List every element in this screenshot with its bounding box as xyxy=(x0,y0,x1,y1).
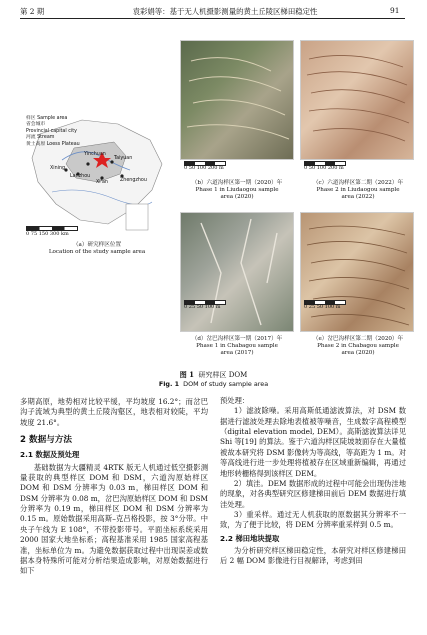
legend-loess-plateau: 黄土高原 Loess Plateau xyxy=(26,141,80,147)
scale-text-c: 0 50 100 200 m xyxy=(304,165,344,171)
subsection-heading-2-1: 2.1 数据及预处理 xyxy=(20,450,80,460)
left-column xyxy=(20,397,208,577)
legend-capital-city: 省会城市 xyxy=(26,122,46,128)
caption-c-en2: area (2022) xyxy=(341,194,375,201)
figure-title-en: DOM of study sample area xyxy=(183,380,269,389)
caption-e-en2: area (2020) xyxy=(341,350,375,357)
running-title: 袁彩娟等：基于无人机摄影测量的黄土丘陵区梯田稳定性 xyxy=(132,7,318,16)
location-map xyxy=(22,112,172,240)
caption-a-en: Location of the study sample area xyxy=(48,249,146,256)
legend-capital-city-en: Provincial capital city xyxy=(26,128,77,134)
legend-stream: 河流 Stream xyxy=(26,135,55,141)
map-scale-text: 0 75 150 300 km xyxy=(26,231,69,237)
terrace-texture-c xyxy=(301,41,413,159)
terrace-paragraph: 为分析研究样区梯田稳定性，本研究对样区修建梯田后 2 幅 DOM 影像进行目视解译，考虑到田 xyxy=(220,546,406,566)
caption-e-en1: Phase 2 in Chabagou sample xyxy=(317,343,399,350)
legend-sample-area: 样区 Sample area xyxy=(26,116,68,121)
caption-b-en1: Phase 1 in Liudaogou sample xyxy=(195,187,279,194)
caption-c-en1: Phase 2 in Liudaogou sample xyxy=(316,187,400,194)
data-paragraph: 基础数据为大疆精灵 4RTK 版无人机通过低空摄影测量获取的典型样区 DOM 和 DSM，六道沟原始样区 DOM 和 DSM 分辨率为 0.03 m，梯田样区 DOM 和 DSM 分辨率为 0.08 m，岔巴沟原始样区 DOM 和 DSM 分辨率为 0.19 m，梯田样区 DOM 和 DSM 分辨率为 0.15 m。原始数据采用高斯–克吕格投影，按 3°分带。中央子午线为 E 108°，不带投影带号。平面坐标系统采用 2000 国家大地坐标系；高程基准采用 1985 国家高程基准，坐标单位为 m。为避免数据获取过程中出现误差或数据本身特殊所可能对分析结果造成影响，对原始数据进行如下 xyxy=(20,462,208,576)
dom-image-d xyxy=(180,212,294,332)
preprocess-item-3: 3）重采样。通过无人机获取的原数据其分辨率不一致，为了便于比较，将 DEM 分辨率重采样到 0.5 m。 xyxy=(220,509,406,530)
caption-d xyxy=(176,336,298,357)
caption-b-en2: area (2020) xyxy=(220,194,254,201)
caption-c-zh: （c）六道沟样区第二期（2022）年 xyxy=(312,180,404,186)
figure-title-zh: 研究样区 DOM xyxy=(198,371,248,379)
city-label: Zhengzhou xyxy=(120,178,147,183)
dom-image-b xyxy=(180,40,294,160)
scale-text-b: 0 50 100 200 m xyxy=(184,165,224,171)
section-heading: 2 数据与方法 xyxy=(20,435,72,446)
figure-label-zh: 图 1 xyxy=(179,370,195,379)
city-label: Taiyuan xyxy=(114,156,133,161)
page-number: 91 xyxy=(390,6,400,15)
caption-e xyxy=(296,336,420,357)
figure-label-en: Fig. 1 xyxy=(158,380,180,389)
intro-paragraph: 多期高原，地势相对比较平缓，平均坡度 16.2°；而岔巴沟子流域为典型的黄土丘陵沟壑区，地表相对较陡，平均坡度 21.6°。 xyxy=(20,397,208,427)
gully-texture-d xyxy=(181,213,293,331)
scale-text-e: 0 25 50 100 m xyxy=(304,304,341,310)
issue-label: 第 2 期 xyxy=(20,7,45,16)
map-legend xyxy=(26,116,80,148)
caption-b xyxy=(176,180,298,201)
city-label: Yinchuan xyxy=(84,152,106,157)
preprocess-lead: 预处理： xyxy=(220,396,250,405)
caption-a xyxy=(22,242,172,256)
terrace-texture-b xyxy=(181,41,293,159)
header-rule xyxy=(20,18,405,19)
caption-a-zh: （a）研究样区位置 xyxy=(72,242,122,248)
city-label: Xining xyxy=(50,166,66,171)
right-column xyxy=(220,396,406,567)
caption-b-zh: （b）六道沟样区第一期（2020）年 xyxy=(191,180,283,186)
subsection-heading-2-2: 2.2 梯田地块提取 xyxy=(220,533,280,543)
caption-c xyxy=(296,180,420,201)
preprocess-item-2: 2）填洼。DEM 数据形成的过程中可能会出现伪洼地的现象，对各典型研究区修建梯田前后 DEM 数据进行填洼处理。 xyxy=(220,478,406,509)
figure-title xyxy=(0,370,427,389)
preprocess-item-1: 1）滤波除噪。采用高斯低通滤波算法，对 DSM 数据进行滤波处理去除地表植被等噪音，生成数字高程模型（digital elevation model, DEM）。高斯滤波算法详见 Shi 等[19] 的算法。鉴于六道沟样区陡坡坡面存在大量植被故本研究将 DSM 影像转为等高线，等高距为 1 m。对等高线进行进一步处理将植被存在区域重新编辑，再通过地形转栅格得到该样区 DEM。 xyxy=(220,406,406,478)
scale-text-d: 0 25 50 100 m xyxy=(184,304,221,310)
caption-e-zh: （e）岔巴沟样区第二期（2020）年 xyxy=(312,336,404,342)
terrace-texture-e xyxy=(301,213,413,331)
city-label: Lanzhou xyxy=(70,174,91,179)
caption-d-zh: （d）岔巴沟样区第一期（2017）年 xyxy=(191,336,283,342)
caption-d-en2: area (2017) xyxy=(220,350,254,357)
dom-image-e xyxy=(300,212,414,332)
dom-image-c xyxy=(300,40,414,160)
caption-d-en1: Phase 1 in Chabagou sample xyxy=(196,343,278,350)
city-label: Xi'an xyxy=(96,180,108,185)
